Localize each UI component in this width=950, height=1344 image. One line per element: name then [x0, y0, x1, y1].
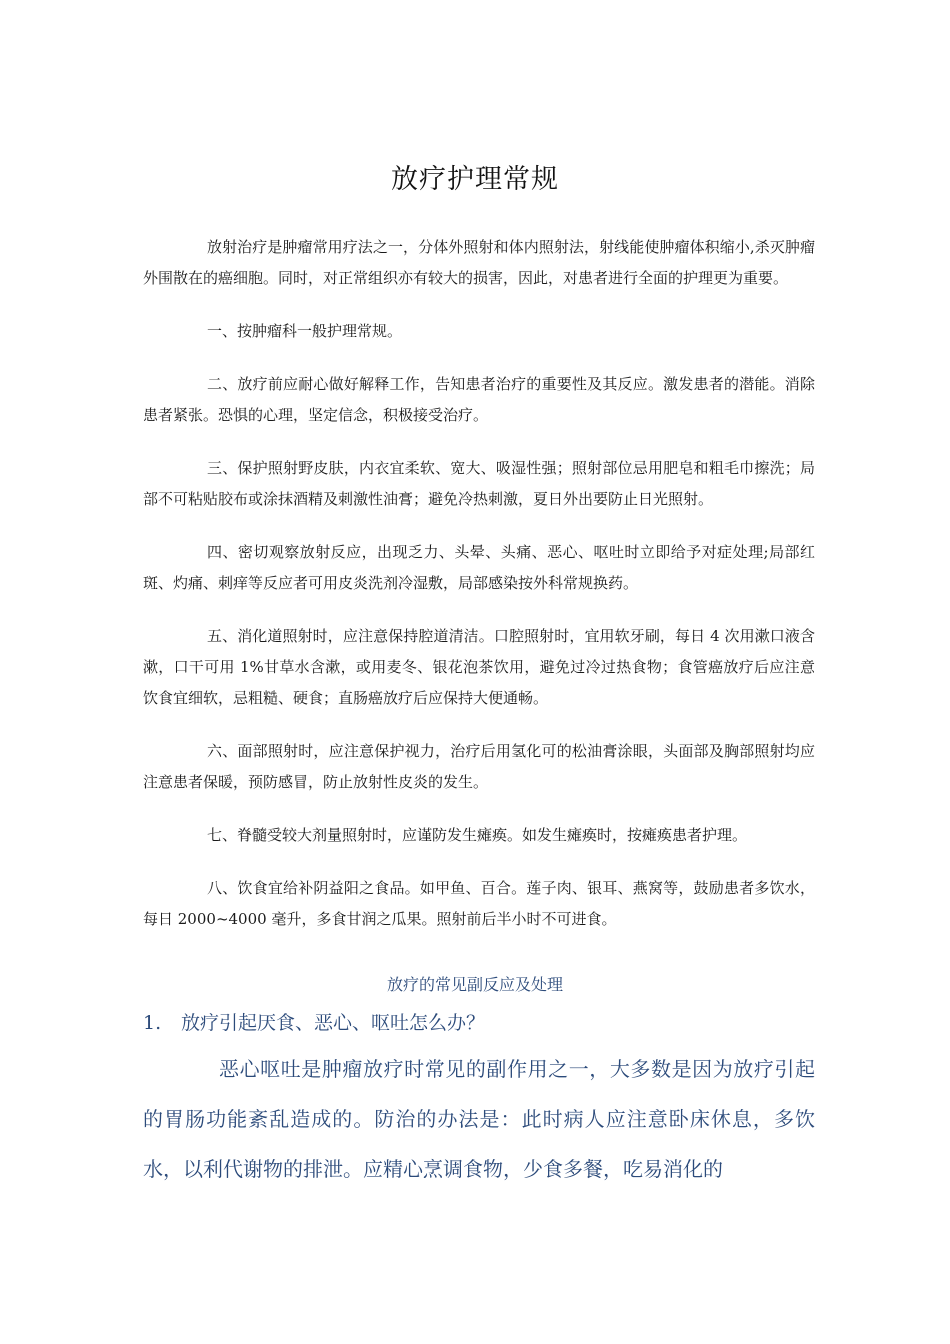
- care-item-3: 三、保护照射野皮肤，内衣宜柔软、宽大、吸湿性强；照射部位忌用肥皂和粗毛巾擦洗；局部不可粘贴胶布或涂抹酒精及刺激性油膏；避免冷热刺激，夏日外出要防止日光照射。: [143, 459, 815, 508]
- question-text: 放疗引起厌食、恶心、呕吐怎么办？: [181, 1012, 486, 1034]
- care-item-1: 一、按肿瘤科一般护理常规。: [207, 322, 403, 340]
- document-title: 放疗护理常规: [391, 164, 559, 195]
- care-item-4: 四、密切观察放射反应，出现乏力、头晕、头痛、恶心、呕吐时立即给予对症处理;局部红斑、灼痛、刺痒等反应者可用皮炎洗剂冷湿敷，局部感染按外科常规换药。: [143, 543, 815, 592]
- care-item-2: 二、放疗前应耐心做好解释工作，告知患者治疗的重要性及其反应。激发患者的潜能。消除患者紧张。恐惧的心理，坚定信念，积极接受治疗。: [143, 375, 815, 424]
- care-item-8: 八、饮食宜给补阴益阳之食品。如甲鱼、百合。莲子肉、银耳、燕窝等，鼓励患者多饮水，每日 2000~4000 毫升，多食甘润之瓜果。照射前后半小时不可进食。: [143, 879, 815, 928]
- section-subtitle: 放疗的常见副反应及处理: [386, 975, 563, 994]
- answer-paragraph: 恶心呕吐是肿瘤放疗时常见的副作用之一，大多数是因为放疗引起的胃肠功能紊乱造成的。防治的办法是：此时病人应注意卧床休息，多饮水，以利代谢物的排泄。应精心烹调食物，少食多餐，吃易消化的: [143, 1057, 815, 1181]
- intro-paragraph: 放射治疗是肿瘤常用疗法之一，分体外照射和体内照射法，射线能使肿瘤体积缩小,杀灭肿瘤外围散在的癌细胞。同时，对正常组织亦有较大的损害，因此，对患者进行全面的护理更为重要。: [143, 238, 815, 287]
- question-heading: [143, 1006, 815, 1040]
- care-item-7: 七、脊髓受较大剂量照射时，应谨防发生瘫痪。如发生瘫痪时，按瘫痪患者护理。: [207, 826, 748, 844]
- care-item-6: 六、面部照射时，应注意保护视力，治疗后用氢化可的松油膏涂眼，头面部及胸部照射均应注意患者保暖，预防感冒，防止放射性皮炎的发生。: [143, 742, 815, 791]
- care-item-5: 五、消化道照射时，应注意保持腔道清洁。口腔照射时，宜用软牙刷，每日 4 次用漱口液含漱，口干可用 1%甘草水含漱，或用麦冬、银花泡茶饮用，避免过冷过热食物；食管癌放疗后应注意饮食宜细软，忌粗糙、硬食；直肠癌放疗后应保持大便通畅。: [143, 627, 815, 707]
- document-body: [143, 232, 815, 957]
- question-number: 1.: [143, 1012, 162, 1034]
